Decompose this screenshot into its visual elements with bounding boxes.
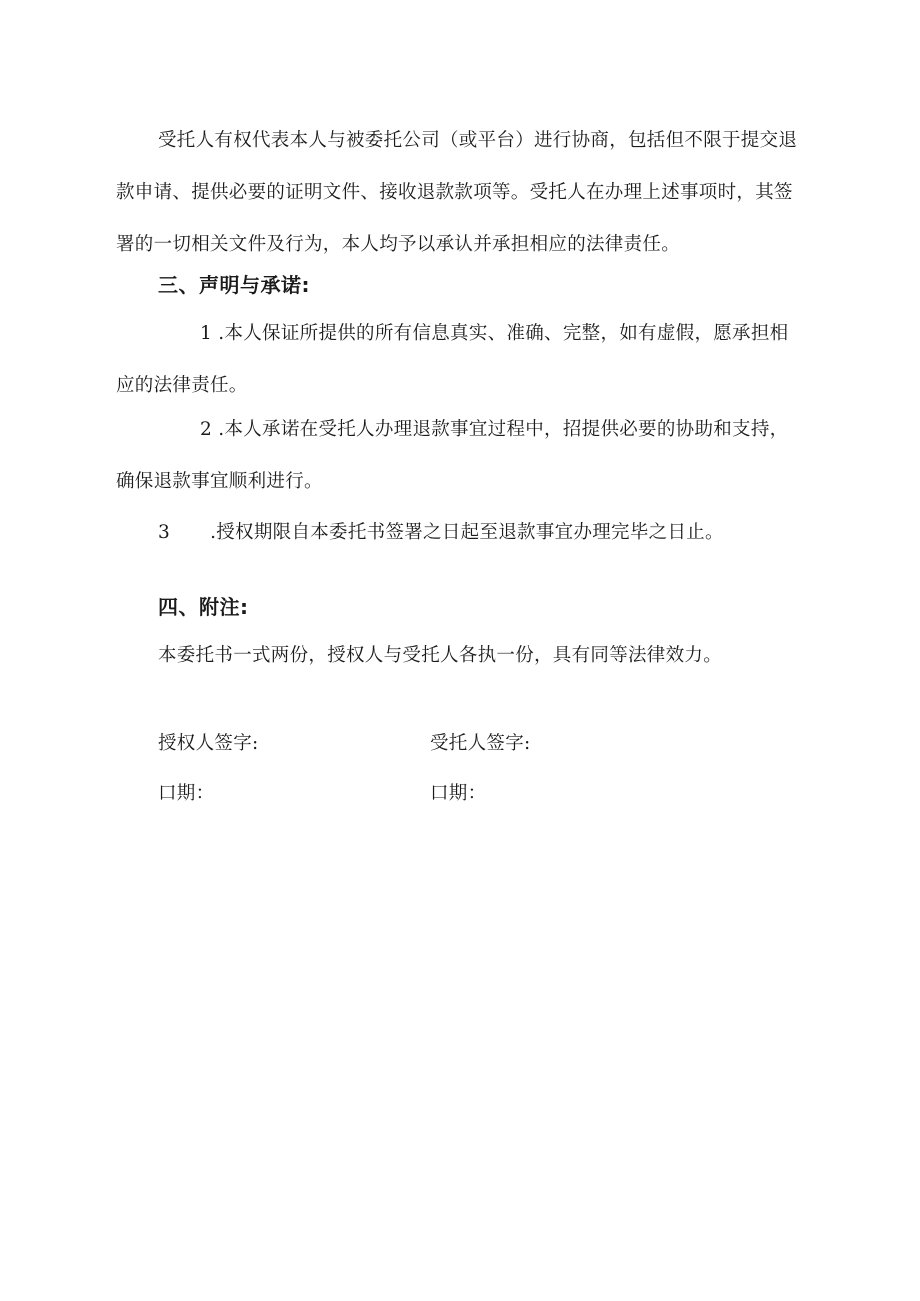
item-number: 2: [200, 419, 213, 440]
grantee-signature-label: 受托人签字:: [430, 733, 531, 754]
item-number: 3: [158, 522, 171, 543]
item-text: .本人承诺在受托人办理退款事宜过程中，招提供必要的协助和支持，确保退款事宜顺利进行。: [116, 419, 789, 492]
item-text: .本人保证所提供的所有信息真实、准确、完整，如有虚假，愿承担相应的法律责任。: [116, 323, 789, 396]
section3-item-1: [116, 308, 806, 412]
item-text: .授权期限自本委托书签署之日起至退款事宜办理完毕之日止。: [210, 522, 724, 543]
grantee-date-label: 口期：: [430, 783, 487, 804]
section3-item-2: [116, 404, 806, 508]
section2-paragraph: 受托人有权代表本人与被委托公司（或平台）进行协商，包括但不限于提交退款申请、提供必要的证明文件、接收退款款项等。受托人在办理上述事项时，其签署的一切相关文件及行为，本人均予以承认并承担相应的法律责任。: [116, 130, 798, 255]
grantor-date-label: 口期：: [158, 783, 215, 804]
section3-item-3: [158, 518, 724, 548]
section4-heading: 四、附注:: [158, 595, 249, 619]
grantor-signature-label: 授权人签字:: [158, 733, 259, 754]
section3-heading: 三、声明与承诺:: [158, 273, 310, 297]
section4-text: 本委托书一式两份，授权人与受托人各执一份，具有同等法律效力。: [158, 645, 723, 666]
item-number: 1: [200, 323, 213, 344]
